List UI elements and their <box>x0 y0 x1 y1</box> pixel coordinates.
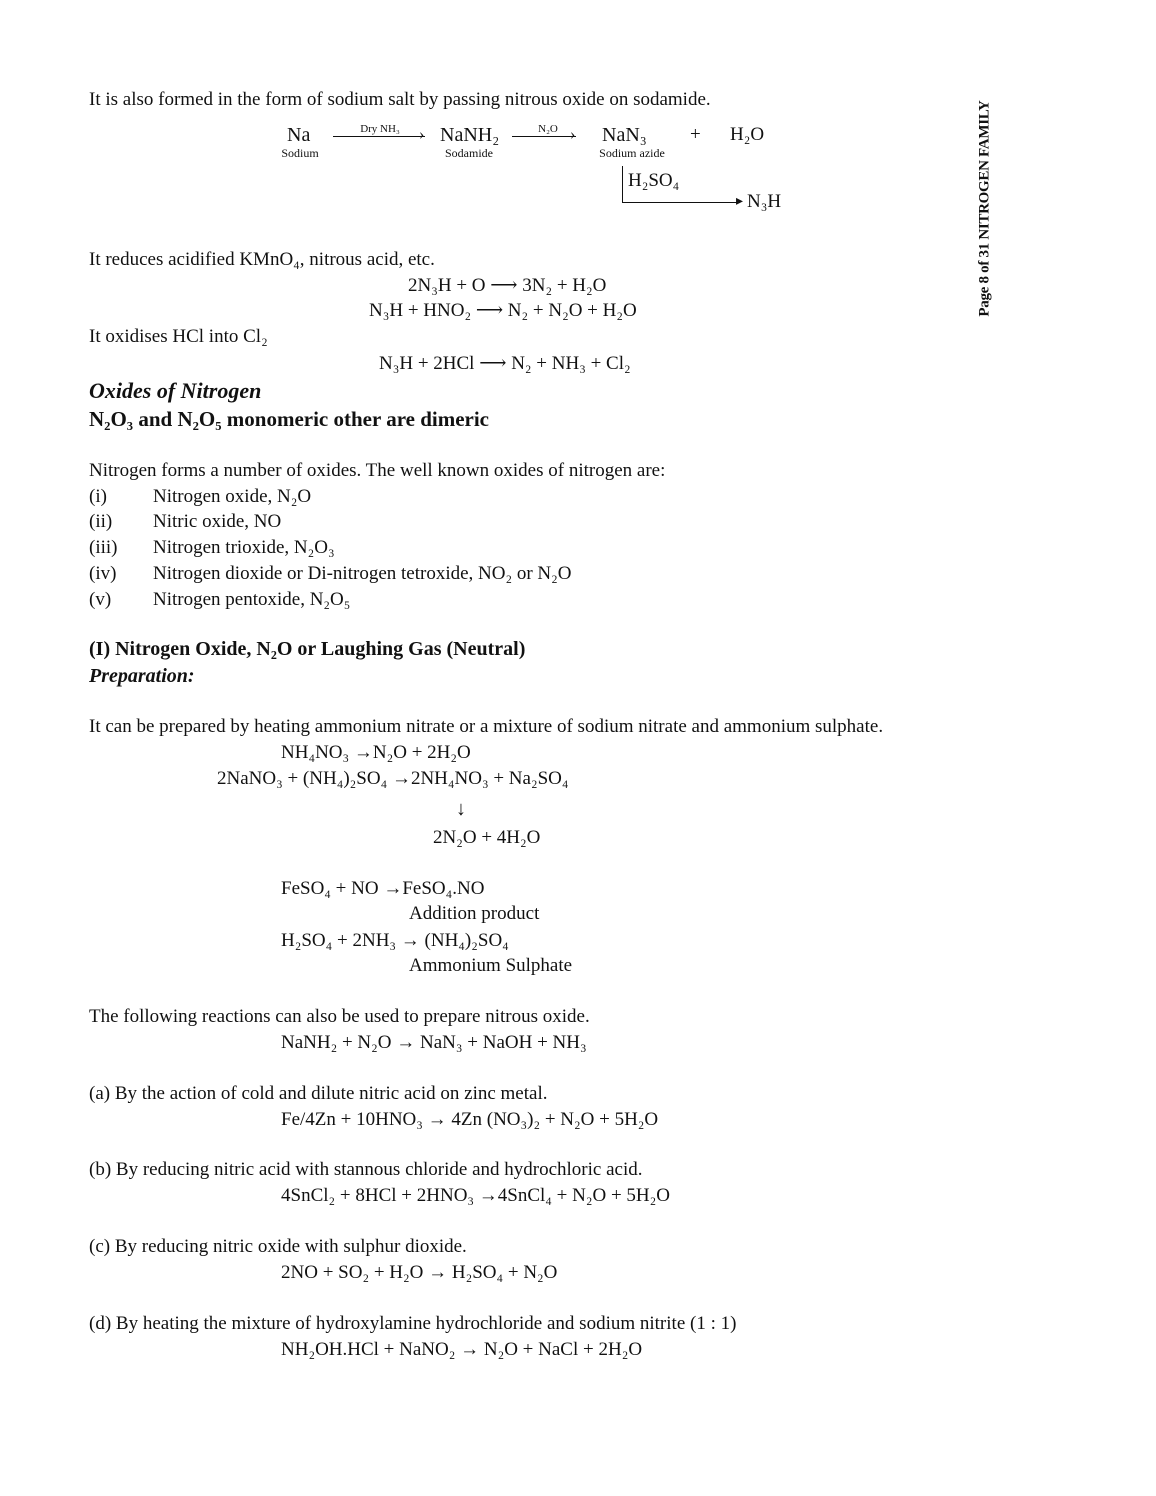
side-page-header: Page 8 of 31 NITROGEN FAMILY <box>976 100 993 317</box>
preparation-label: Preparation: <box>89 665 195 687</box>
reduces-paragraph: It reduces acidified KMnO₄, nitrous acid, etc. <box>89 249 435 270</box>
scheme-plus: + <box>690 124 701 145</box>
method-b-equation: 4SnCl₂ + 8HCl + 2HNO₃ →4SnCl₄ + N₂O + 5H₂O <box>281 1185 670 1206</box>
method-b-text: (b) By reducing nitric acid with stannous chloride and hydrochloric acid. <box>89 1159 643 1180</box>
scheme-arrow1-label: Dry NH₃ <box>360 123 400 135</box>
prep-paragraph: It can be prepared by heating ammonium nitrate or a mixture of sodium nitrate and ammonium sulphate. <box>89 716 884 737</box>
equation-prep-2: 2NaNO₃ + (NH₄)₂SO₄ →2NH₄NO₃ + Na₂SO₄ <box>217 768 569 789</box>
scheme-sodium: Na <box>287 124 311 146</box>
oxides-intro: Nitrogen forms a number of oxides. The well known oxides of nitrogen are: <box>89 460 666 481</box>
list-item-text: Nitrogen oxide, N₂O <box>153 486 312 507</box>
method-a-text: (a) By the action of cold and dilute nitric acid on zinc metal. <box>89 1083 548 1104</box>
list-item-text: Nitrogen dioxide or Di-nitrogen tetroxide, NO₂ or N₂O <box>153 563 572 584</box>
section-title-nitrogen-oxide: (I) Nitrogen Oxide, N₂O or Laughing Gas (Neutral) <box>89 638 526 660</box>
scheme-sodamide-label: Sodamide <box>445 146 493 160</box>
scheme-sodium-azide: NaN₃ <box>602 124 647 146</box>
list-item <box>89 563 572 585</box>
scheme-h2so4: H₂SO₄ <box>628 170 680 191</box>
list-item-number: (iii) <box>89 537 118 558</box>
scheme-water: H₂O <box>730 124 765 145</box>
list-item-text: Nitrogen pentoxide, N₂O₅ <box>153 589 351 610</box>
list-item <box>89 537 335 559</box>
equation-feso4: FeSO₄ + NO →FeSO₄.NO <box>281 878 485 899</box>
method-a-equation: Fe/4Zn + 10HNO₃ → 4Zn (NO₃)₂ + N₂O + 5H₂O <box>281 1109 659 1130</box>
list-item-number: (ii) <box>89 511 113 532</box>
intro-paragraph: It is also formed in the form of sodium salt by passing nitrous oxide on sodamide. <box>89 89 711 110</box>
oxidises-paragraph: It oxidises HCl into Cl₂ <box>89 326 268 347</box>
equation-oxidise: N₃H + 2HCl ⟶ N₂ + NH₃ + Cl₂ <box>379 353 631 374</box>
addition-product-label: Addition product <box>409 903 540 924</box>
method-d-equation: NH₂OH.HCl + NaNO₂ → N₂O + NaCl + 2H₂O <box>281 1339 643 1360</box>
list-item-text: Nitrogen trioxide, N₂O₃ <box>153 537 335 558</box>
scheme-sodamide: NaNH₂ <box>440 124 500 146</box>
method-c-equation: 2NO + SO₂ + H₂O → H₂SO₄ + N₂O <box>281 1262 558 1283</box>
method-c-text: (c) By reducing nitric oxide with sulphur dioxide. <box>89 1236 467 1257</box>
list-item-text: Nitric oxide, NO <box>153 511 282 532</box>
list-item <box>89 589 350 611</box>
equation-prep-1: NH₄NO₃ →N₂O + 2H₂O <box>281 742 471 763</box>
equation-following: NaNH₂ + N₂O → NaN₃ + NaOH + NH₃ <box>281 1032 587 1053</box>
list-item <box>89 511 281 533</box>
ammonium-sulphate-label: Ammonium Sulphate <box>409 955 573 976</box>
scheme-sodium-azide-label: Sodium azide <box>599 146 665 160</box>
equation-reduce-1: 2N₃H + O ⟶ 3N₂ + H₂O <box>408 275 607 296</box>
equation-h2so4: H₂SO₄ + 2NH₃ → (NH₄)₂SO₄ <box>281 930 509 951</box>
scheme-arrow1 <box>333 136 425 137</box>
equation-prep-3: 2N₂O + 4H₂O <box>433 827 541 848</box>
heading-monomeric-dimeric: N₂O₃ and N₂O₅ monomeric other are dimeric <box>89 407 490 431</box>
scheme-branch-line <box>622 166 623 202</box>
scheme-branch-arrow-head: ▸ <box>736 194 744 209</box>
scheme-arrow1-head: › <box>419 126 425 143</box>
heading-oxides-of-nitrogen: Oxides of Nitrogen <box>89 378 262 403</box>
list-item <box>89 486 311 508</box>
list-item-number: (i) <box>89 486 107 507</box>
method-d-text: (d) By heating the mixture of hydroxylamine hydrochloride and sodium nitrite (1 : 1) <box>89 1313 737 1334</box>
scheme-sodium-label: Sodium <box>281 146 319 160</box>
scheme-arrow2 <box>512 136 576 137</box>
scheme-arrow2-label: N₂O <box>538 123 558 135</box>
down-arrow-icon: ↓ <box>456 798 466 820</box>
list-item-number: (v) <box>89 589 112 610</box>
scheme-branch-arrow <box>622 202 740 203</box>
equation-reduce-2: N₃H + HNO₂ ⟶ N₂ + N₂O + H₂O <box>369 300 637 321</box>
scheme-arrow2-head: › <box>570 126 576 143</box>
following-paragraph: The following reactions can also be used to prepare nitrous oxide. <box>89 1006 590 1027</box>
scheme-hydrazoic-acid: N₃H <box>747 191 782 212</box>
list-item-number: (iv) <box>89 563 117 584</box>
